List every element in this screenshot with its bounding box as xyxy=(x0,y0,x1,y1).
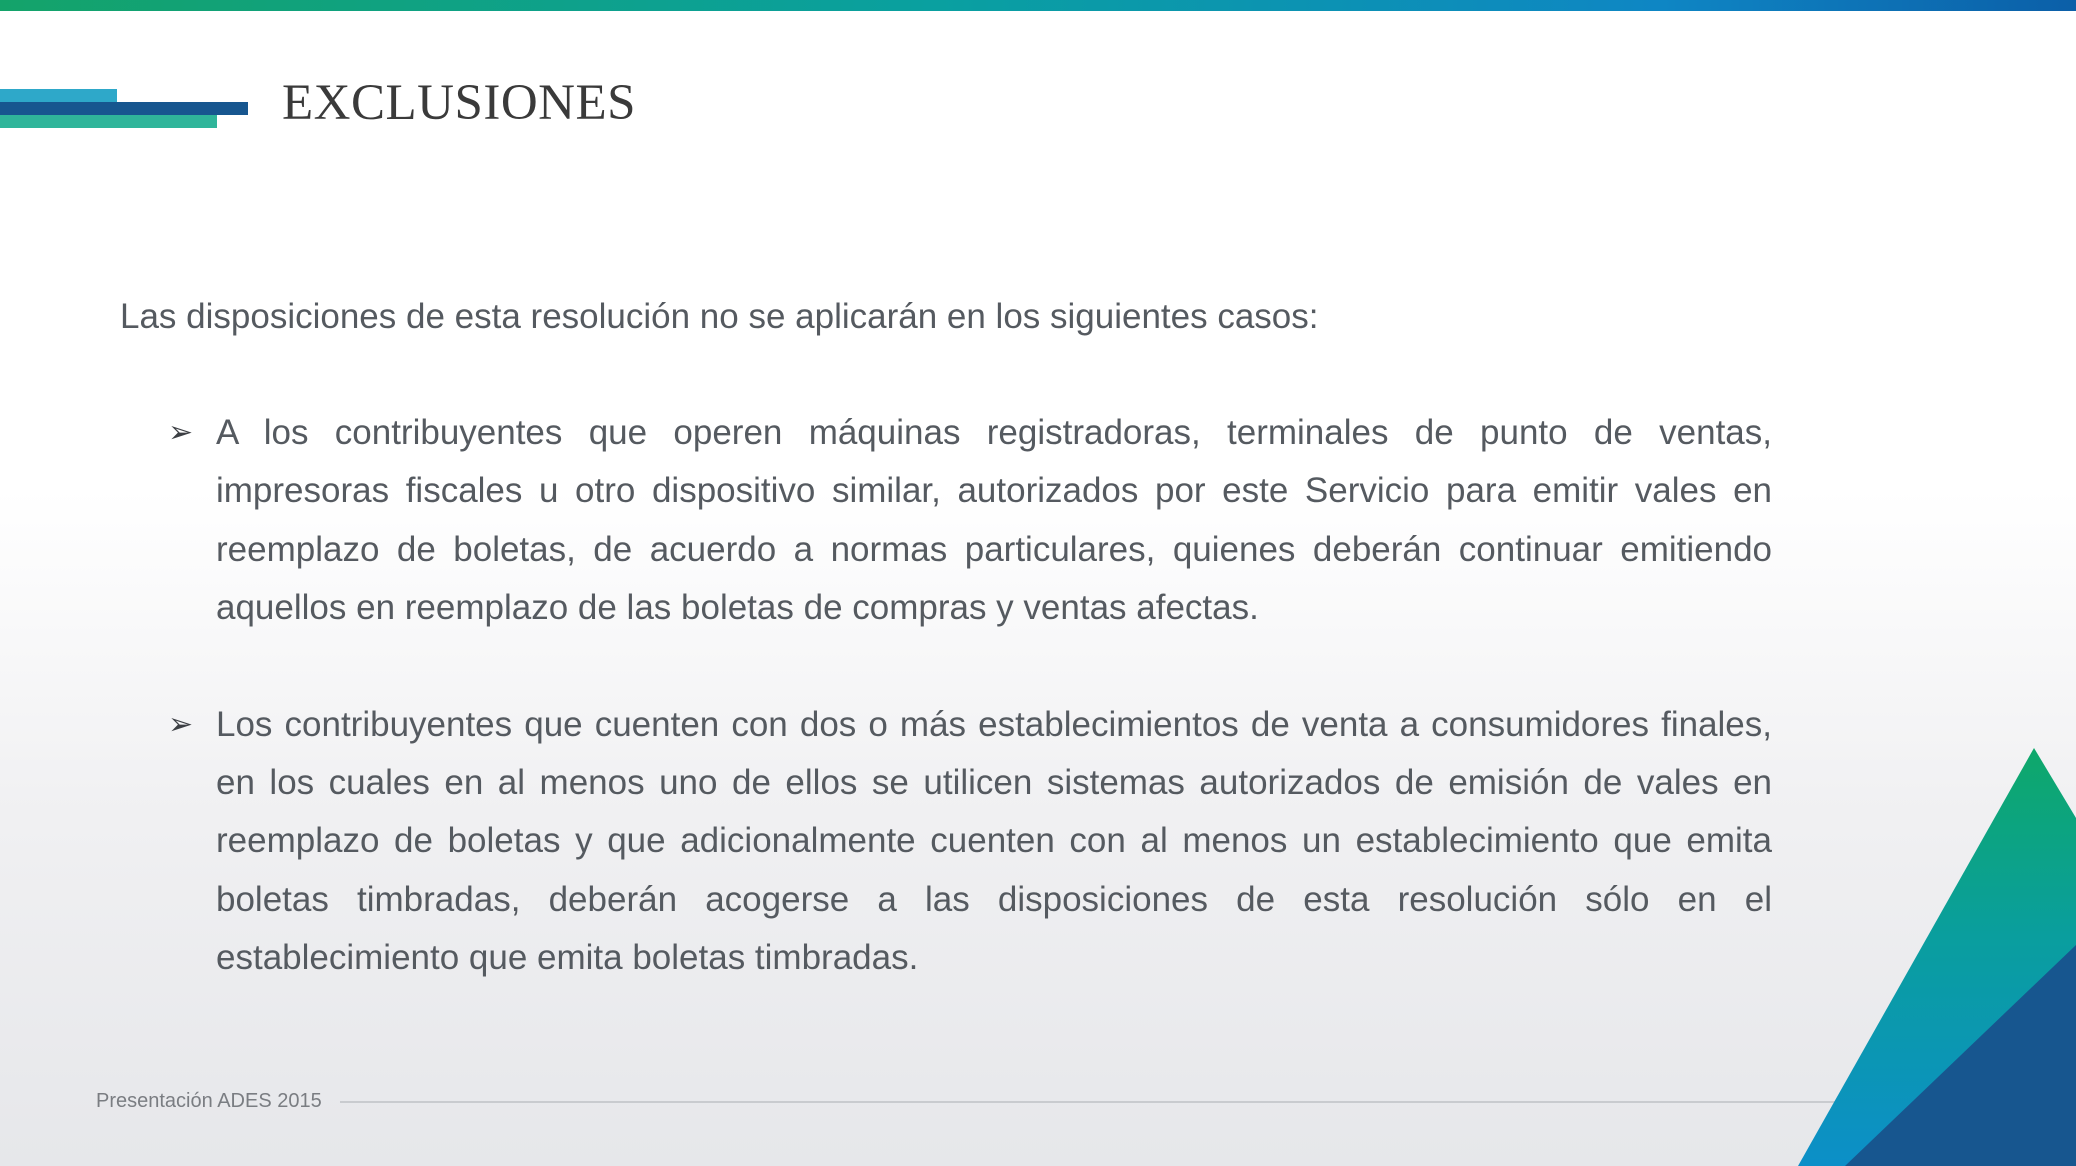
intro-text: Las disposiciones de esta resolución no se aplicarán en los siguientes casos: xyxy=(120,297,1319,336)
slide-title: EXCLUSIONES xyxy=(282,75,637,131)
footer-text: Presentación ADES 2015 xyxy=(96,1090,322,1112)
bullet-text: A los contribuyentes que operen máquinas registradoras, terminales de punto de ventas, impresoras fiscales u otro dispositivo similar, autorizados por este Servicio para emitir vales en reemplazo de boletas, de acuerdo a normas particulares, quienes deberán continuar emitiendo aquellos en reemplazo de las boletas de compras y ventas afectas. xyxy=(216,413,1772,628)
bullet-text: Los contribuyentes que cuenten con dos o más establecimientos de venta a consumidores finales, en los cuales en al menos uno de ellos se utilicen sistemas autorizados de emisión de vales en reemplazo de boletas y que adicionalmente cuenten con al menos un establecimiento que emita boletas timbradas, deberán acogerse a las disposiciones de esta resolución sólo en el establecimiento que emita boletas timbradas. xyxy=(216,704,1772,978)
arrow-bullet-icon: ➢ xyxy=(168,706,194,742)
arrow-bullet-icon: ➢ xyxy=(168,415,194,450)
